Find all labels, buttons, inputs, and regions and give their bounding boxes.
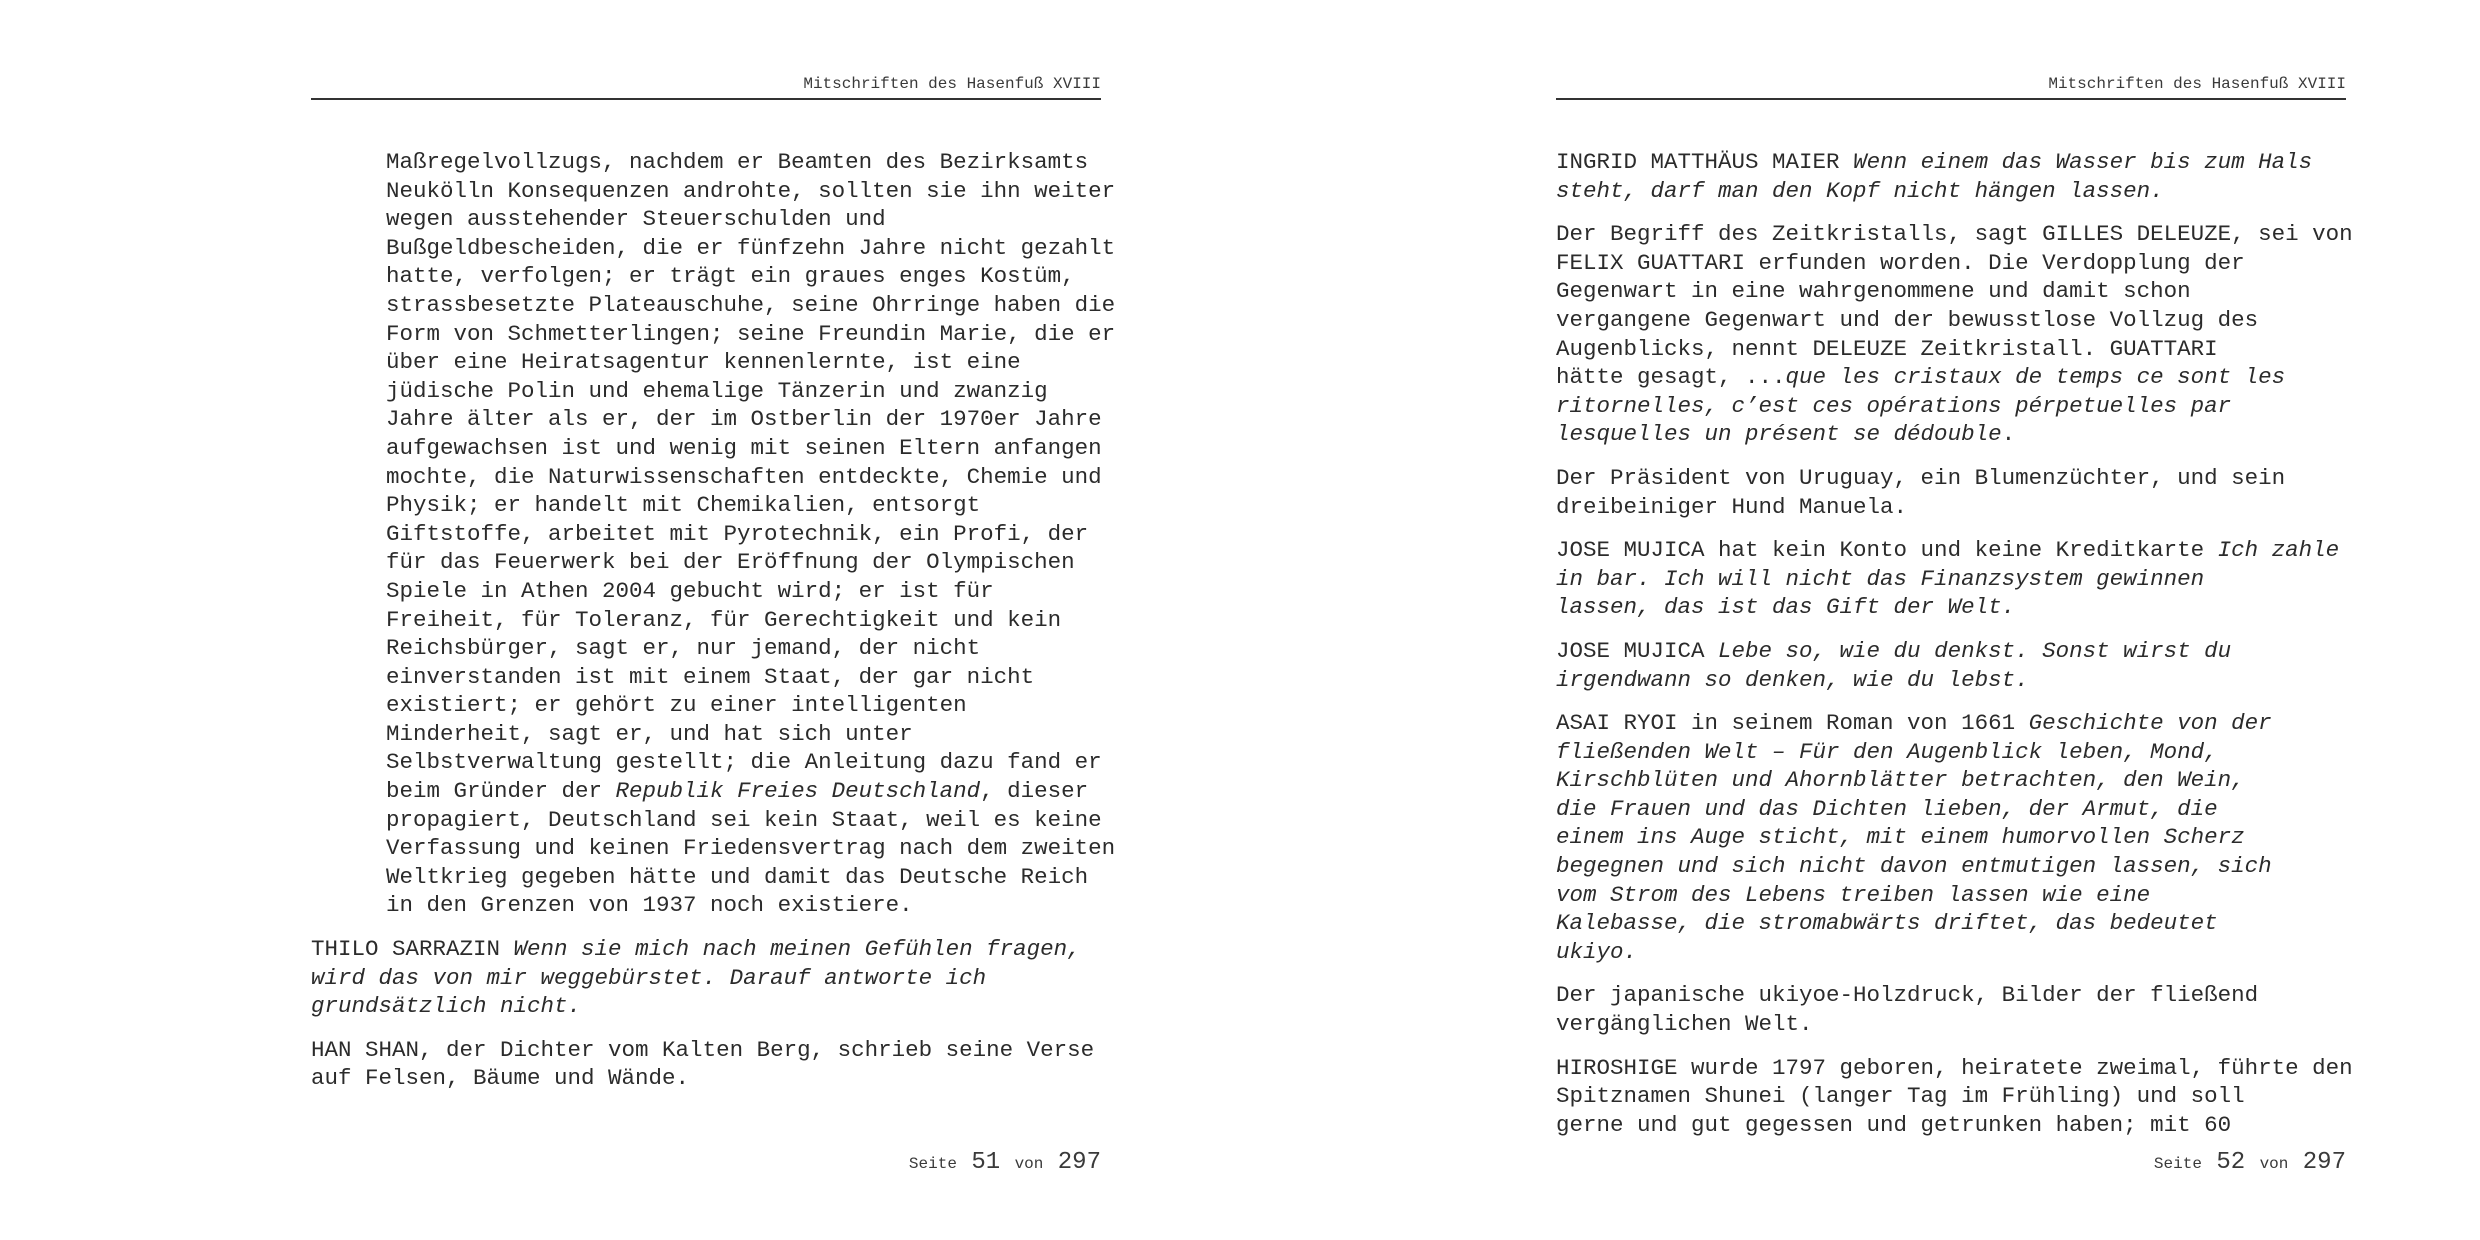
- total-pages: 297: [1057, 1149, 1101, 1176]
- text-line: Maßregelvollzugs, nachdem er Beamten des Bezirksamts: [386, 149, 1089, 175]
- quote-text: Wenn einem das Wasser bis zum Hals: [1853, 149, 2313, 175]
- speaker-name: JOSE MUJICA: [1556, 637, 1719, 664]
- paragraph-quote: [1556, 148, 2346, 205]
- quote-line: vom Strom des Lebens treiben lassen wie eine: [1556, 881, 2151, 908]
- paragraph: [1556, 981, 2346, 1038]
- text-line: [311, 935, 1101, 964]
- text-line: Form von Schmetterlingen; seine Freundin Marie, die er: [386, 320, 1116, 347]
- quote-text: lesquelles un présent se dédouble: [1556, 421, 2002, 448]
- text-line: jüdische Polin und ehemalige Tänzerin und zwanzig: [386, 377, 1048, 404]
- speaker-name: ASAI RYOI in seinem Roman von 1661: [1556, 710, 2029, 737]
- page-number: [311, 1148, 1101, 1179]
- text-line: Physik; er handelt mit Chemikalien, entsorgt: [386, 492, 981, 519]
- text-line: Freiheit, für Toleranz, für Gerechtigkeit und kein: [386, 606, 1062, 633]
- italic-title: Republik Freies Deutschland: [615, 778, 981, 805]
- paragraph: [1556, 464, 2346, 521]
- text-line: Reichsbürger, sagt er, nur jemand, der nicht: [386, 635, 981, 662]
- text-line: FELIX GUATTARI erfunden worden. Die Verdopplung der: [1556, 249, 2245, 276]
- text-line: einverstanden ist mit einem Staat, der gar nicht: [386, 663, 1035, 690]
- quote-text: Geschichte von der: [2028, 710, 2272, 737]
- quote-line: ritornelles, c’est ces opérations pérpetuelles par: [1556, 392, 2232, 419]
- text-line: aufgewachsen ist und wenig mit seinen Eltern anfangen: [386, 434, 1102, 461]
- quote-line: in bar. Ich will nicht das Finanzsystem gewinnen: [1556, 565, 2205, 592]
- page-number: [1556, 1148, 2346, 1179]
- quote-line: begegnen und sich nicht davon entmutigen lassen, sich: [1556, 853, 2272, 880]
- quote-text: Lebe so, wie du denkst. Sonst wirst du: [1718, 637, 2232, 664]
- text-line: Gegenwart in eine wahrgenommene und damit schon: [1556, 278, 2191, 305]
- paragraph: [1556, 220, 2353, 449]
- text-line: Der Präsident von Uruguay, ein Blumenzüchter, und sein: [1556, 464, 2286, 491]
- page-of: von: [1014, 1155, 1044, 1173]
- running-header: Mitschriften des Hasenfuß XVIII: [1556, 72, 2346, 100]
- speaker-name: INGRID MATTHÄUS MAIER: [1556, 149, 1854, 175]
- text-line: vergänglichen Welt.: [1556, 1011, 1813, 1038]
- text-line: wegen ausstehender Steuerschulden und: [386, 206, 886, 233]
- text-line: propagiert, Deutschland sei kein Staat, weil es keine: [386, 806, 1102, 833]
- text-line: Der Begriff des Zeitkristalls, sagt GILLES DELEUZE, sei von: [1556, 221, 2353, 248]
- text-line: existiert; er gehört zu einer intelligenten: [386, 692, 967, 719]
- text-line: [1556, 420, 2346, 449]
- text-line: Selbstverwaltung gestellt; die Anleitung dazu fand er: [386, 749, 1102, 776]
- page-body: [311, 148, 1116, 1108]
- text-run: beim Gründer der: [386, 778, 616, 805]
- quote-line: Kalebasse, die stromabwärts driftet, das bedeutet: [1556, 910, 2218, 937]
- paragraph-quote: [1556, 709, 2346, 966]
- quote-line: Kirschblüten und Ahornblätter betrachten, den Wein,: [1556, 767, 2245, 794]
- paragraph-quote: [1556, 637, 2346, 694]
- current-page: 51: [971, 1149, 1001, 1176]
- quote-line: lassen, das ist das Gift der Welt.: [1556, 594, 2016, 621]
- quote-line: ukiyo.: [1556, 938, 1638, 965]
- page-body: [1556, 148, 2353, 1154]
- text-line: [1556, 148, 2346, 177]
- text-line: [1556, 637, 2346, 666]
- text-line: [386, 777, 1101, 806]
- quote-line: grundsätzlich nicht.: [311, 993, 582, 1020]
- text-run: .: [2001, 421, 2016, 448]
- page-of: von: [2259, 1155, 2289, 1173]
- speaker-name: THILO SARRAZIN: [311, 936, 514, 963]
- paragraph-quote: [1556, 536, 2346, 622]
- quote-line: die Frauen und das Dichten lieben, der Armut, die: [1556, 795, 2218, 822]
- text-run: hätte gesagt, ...: [1556, 364, 1786, 391]
- text-line: auf Felsen, Bäume und Wände.: [311, 1065, 690, 1092]
- paragraph-continuation: [311, 148, 1116, 920]
- page-label: Seite: [908, 1155, 957, 1173]
- text-line: Weltkrieg gegeben hätte und damit das Deutsche Reich: [386, 863, 1089, 890]
- quote-text: que les cristaux de temps ce sont les: [1785, 364, 2286, 391]
- text-line: Spitznamen Shunei (langer Tag im Frühling) und soll: [1556, 1083, 2245, 1110]
- paragraph: [311, 1036, 1101, 1093]
- quote-line: einem ins Auge sticht, mit einem humorvollen Scherz: [1556, 824, 2245, 851]
- paragraph: [1556, 1054, 2353, 1140]
- text-line: in den Grenzen von 1937 noch existiere.: [386, 892, 913, 919]
- running-header: Mitschriften des Hasenfuß XVIII: [311, 72, 1101, 100]
- text-line: dreibeiniger Hund Manuela.: [1556, 493, 1908, 520]
- speaker-name: JOSE MUJICA hat kein Konto und keine Kreditkarte: [1556, 537, 2218, 564]
- text-line: gerne und gut gegessen und getrunken haben; mit 60: [1556, 1111, 2232, 1138]
- text-line: [1556, 709, 2346, 738]
- left-page: [311, 0, 1116, 1240]
- quote-line: fließenden Welt – Für den Augenblick leben, Mond,: [1556, 738, 2218, 765]
- text-line: Der japanische ukiyoe-Holzdruck, Bilder der fließend: [1556, 982, 2259, 1009]
- page-label: Seite: [2153, 1155, 2202, 1173]
- right-page: [1556, 0, 2353, 1240]
- text-line: HIROSHIGE wurde 1797 geboren, heiratete zweimal, führte den: [1556, 1054, 2353, 1081]
- text-line: strassbesetzte Plateauschuhe, seine Ohrringe haben die: [386, 291, 1116, 318]
- text-line: Bußgeldbescheiden, die er fünfzehn Jahre nicht gezahlt: [386, 234, 1116, 261]
- text-line: mochte, die Naturwissenschaften entdeckte, Chemie und: [386, 463, 1102, 490]
- quote-line: steht, darf man den Kopf nicht hängen lassen.: [1556, 177, 2164, 204]
- text-line: für das Feuerwerk bei der Eröffnung der Olympischen: [386, 549, 1075, 576]
- text-line: hatte, verfolgen; er trägt ein graues enges Kostüm,: [386, 263, 1075, 290]
- text-line: vergangene Gegenwart und der bewusstlose Vollzug des: [1556, 306, 2259, 333]
- text-line: über eine Heiratsagentur kennenlernte, ist eine: [386, 349, 1021, 376]
- quote-text: Wenn sie mich nach meinen Gefühlen fragen,: [513, 936, 1081, 963]
- text-run: , dieser: [980, 778, 1089, 805]
- text-line: Neukölln Konsequenzen androhte, sollten sie ihn weiter: [386, 177, 1116, 204]
- text-line: HAN SHAN, der Dichter vom Kalten Berg, schrieb seine Verse: [311, 1036, 1095, 1063]
- quote-line: irgendwann so denken, wie du lebst.: [1556, 666, 2029, 693]
- total-pages: 297: [2302, 1149, 2346, 1176]
- text-line: Minderheit, sagt er, und hat sich unter: [386, 720, 913, 747]
- current-page: 52: [2216, 1149, 2246, 1176]
- quote-text: Ich zahle: [2217, 537, 2340, 564]
- text-line: Spiele in Athen 2004 gebucht wird; er ist für: [386, 577, 994, 604]
- text-line: Jahre älter als er, der im Ostberlin der 1970er Jahre: [386, 406, 1102, 433]
- text-line: Giftstoffe, arbeitet mit Pyrotechnik, ein Profi, der: [386, 520, 1089, 547]
- quote-line: wird das von mir weggebürstet. Darauf antworte ich: [311, 964, 987, 991]
- paragraph-quote: [311, 935, 1101, 1021]
- text-line: [1556, 363, 2346, 392]
- text-line: Verfassung und keinen Friedensvertrag nach dem zweiten: [386, 835, 1116, 862]
- text-line: [1556, 536, 2346, 565]
- text-line: Augenblicks, nennt DELEUZE Zeitkristall. GUATTARI: [1556, 335, 2218, 362]
